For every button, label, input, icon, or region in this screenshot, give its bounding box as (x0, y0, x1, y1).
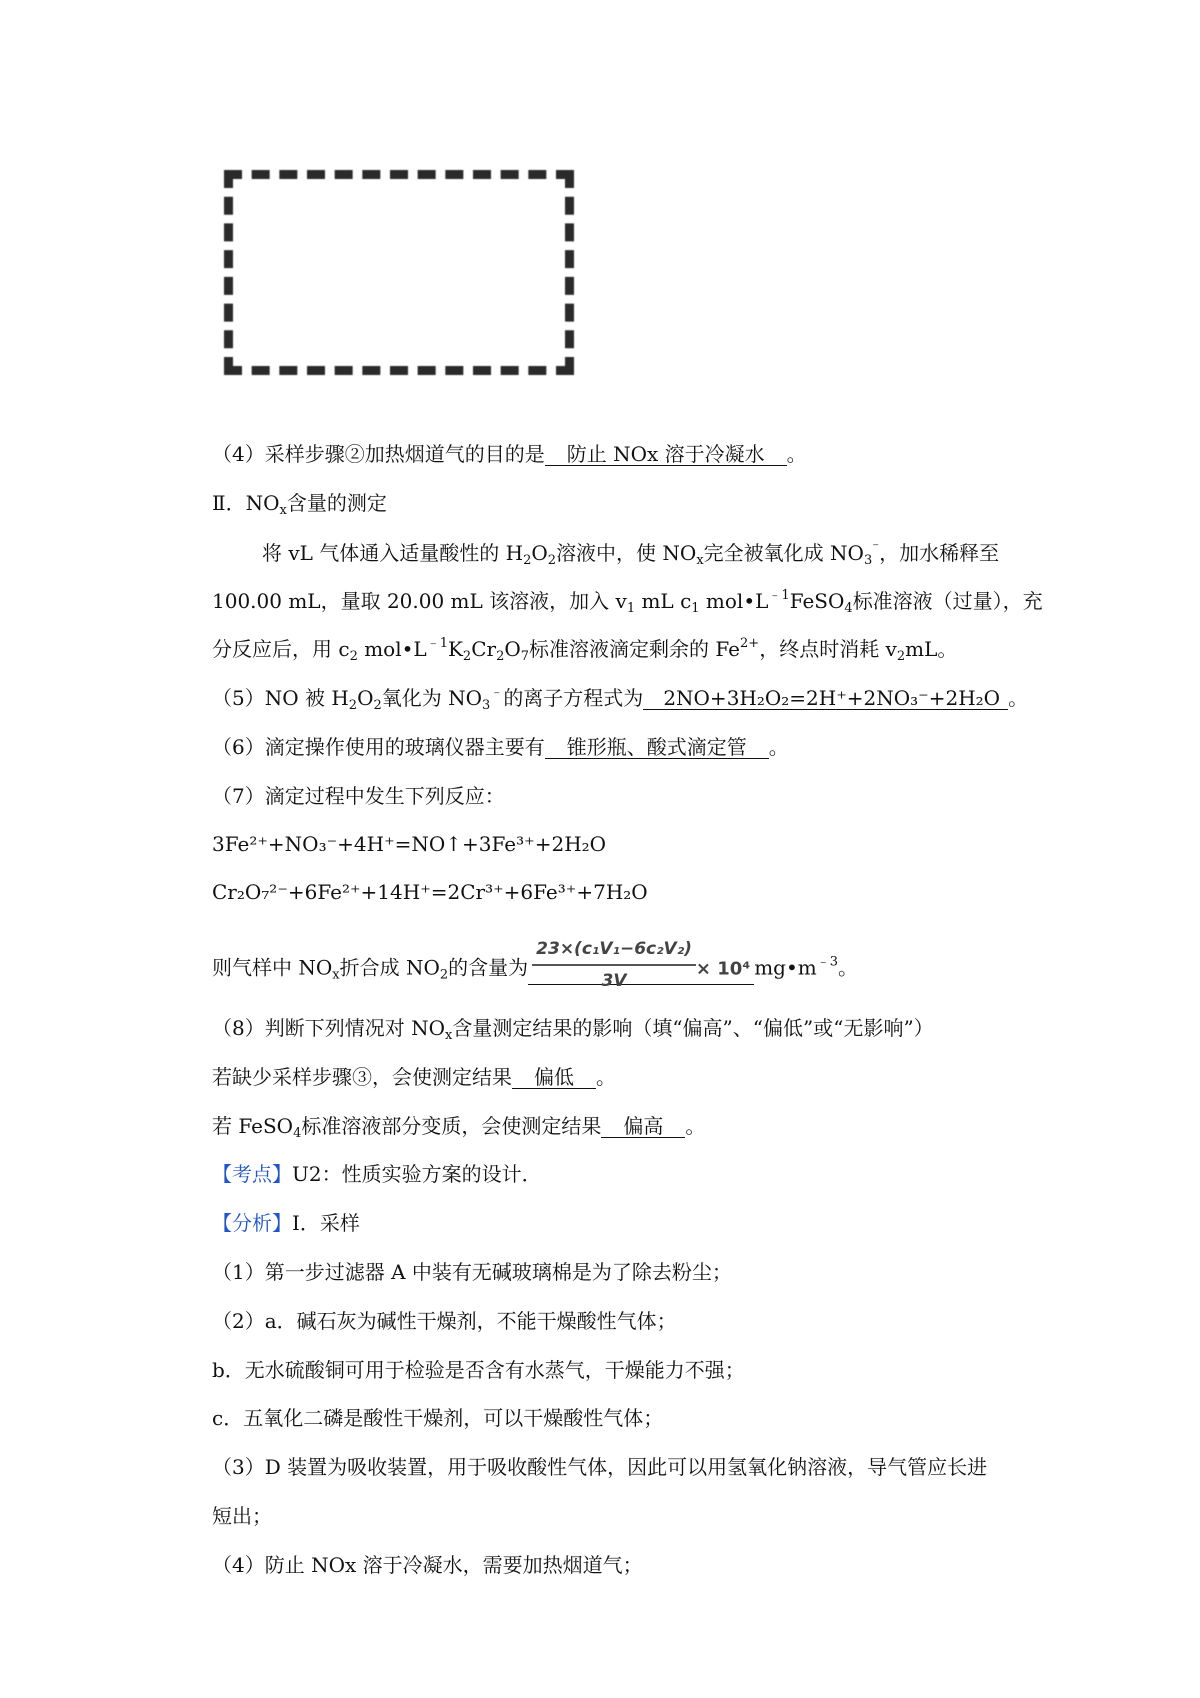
formula-answer: $\frac{\text{23×(c₁V₁−6c₂V₂)}}{3V}$ × 10⁴ (528, 940, 754, 985)
question-4: （4）采样步骤②加热烟道气的目的是 防止 NOx 溶于冷凝水 。 (212, 442, 807, 466)
result-line: 则气样中 $NO_x$折合成 $NO_2$的含量为 $\frac{\text{23×(c₁V₁−6c₂V₂)}}{3V}$ × 10⁴ $mg•m^{﹣3}$。 (212, 940, 858, 985)
kaodian-label: 【考点】 (212, 1162, 292, 1186)
question-8a: 若缺少采样步骤③，会使测定结果 偏低 。 (212, 1065, 616, 1089)
question-6: （6）滴定操作使用的玻璃仪器主要有 锥形瓶、酸式滴定管 。 (212, 735, 789, 759)
analysis-2b: b．无水硫酸铜可用于检验是否含有水蒸气，干燥能力不强； (212, 1358, 745, 1382)
paragraph-line-3: 分反应后，用 $c_2$ $mol•L^{﹣1}K_2Cr_2O_7$标准溶液滴定剩余的 $Fe^{2+}$，终点时消耗 $v_2mL$。 (212, 636, 958, 664)
paragraph-line-1: 将 vL 气体通入适量酸性的 $H_2O_2$溶液中，使 $NO_x$完全被氧化成 $NO_3^{^-}$，加水稀释至 (262, 540, 1000, 568)
section-2-title: Ⅱ．$NO_x$含量的测定 (212, 491, 387, 518)
answer-4: 防止 NOx 溶于冷凝水 (545, 443, 787, 466)
analysis-2c: c．五氧化二磷是酸性干燥剂，可以干燥酸性气体； (212, 1406, 664, 1430)
empty-dashed-diagram-box (224, 170, 574, 375)
answer-5: 2NO+3H₂O₂=2H⁺+2NO₃⁻+2H₂O (643, 687, 1008, 710)
equation-2: Cr₂O₇²⁻+6Fe²⁺+14H⁺=2Cr³⁺+6Fe³⁺+7H₂O (212, 880, 648, 904)
analysis-3b: 短出； (212, 1504, 272, 1528)
fenxi-label: 【分析】 (212, 1211, 292, 1235)
question-8: （8）判断下列情况对 $NO_x$含量测定结果的影响（填“偏高”、“偏低”或“无影响”） (212, 1016, 934, 1043)
analysis-1: （1）第一步过滤器 A 中装有无碱玻璃棉是为了除去粉尘； (212, 1260, 732, 1284)
equation-1: 3Fe²⁺+NO₃⁻+4H⁺=NO↑+3Fe³⁺+2H₂O (212, 832, 607, 856)
answer-8a: 偏低 (512, 1066, 596, 1089)
kaodian-line: 【考点】U2：性质实验方案的设计． (212, 1162, 542, 1186)
analysis-3: （3）D 装置为吸收装置，用于吸收酸性气体，因此可以用氢氧化钠溶液，导气管应长进 (212, 1455, 988, 1479)
answer-6: 锥形瓶、酸式滴定管 (545, 736, 769, 759)
question-5: （5）NO 被 $H_2O_2$氧化为 $NO_3^﹣$的离子方程式为 2NO+3H₂O₂=2H⁺+2NO₃⁻+2H₂O 。 (212, 685, 1029, 713)
question-7: （7）滴定过程中发生下列反应： (212, 784, 505, 808)
fenxi-line: 【分析】Ⅰ．采样 (212, 1211, 360, 1235)
analysis-4: （4）防止 NOx 溶于冷凝水，需要加热烟道气； (212, 1553, 643, 1577)
paragraph-line-2: 100.00 mL，量取 20.00 mL 该溶液，加入 $v_1$ mL $c_1$ $mol•L^{﹣1}FeSO_4$标准溶液（过量），充 (212, 588, 1043, 616)
question-8b: 若 FeSO$_4$标准溶液部分变质，会使测定结果 偏高 。 (212, 1114, 706, 1141)
analysis-2a: （2）a．碱石灰为碱性干燥剂，不能干燥酸性气体； (212, 1309, 677, 1333)
answer-8b: 偏高 (601, 1115, 685, 1138)
